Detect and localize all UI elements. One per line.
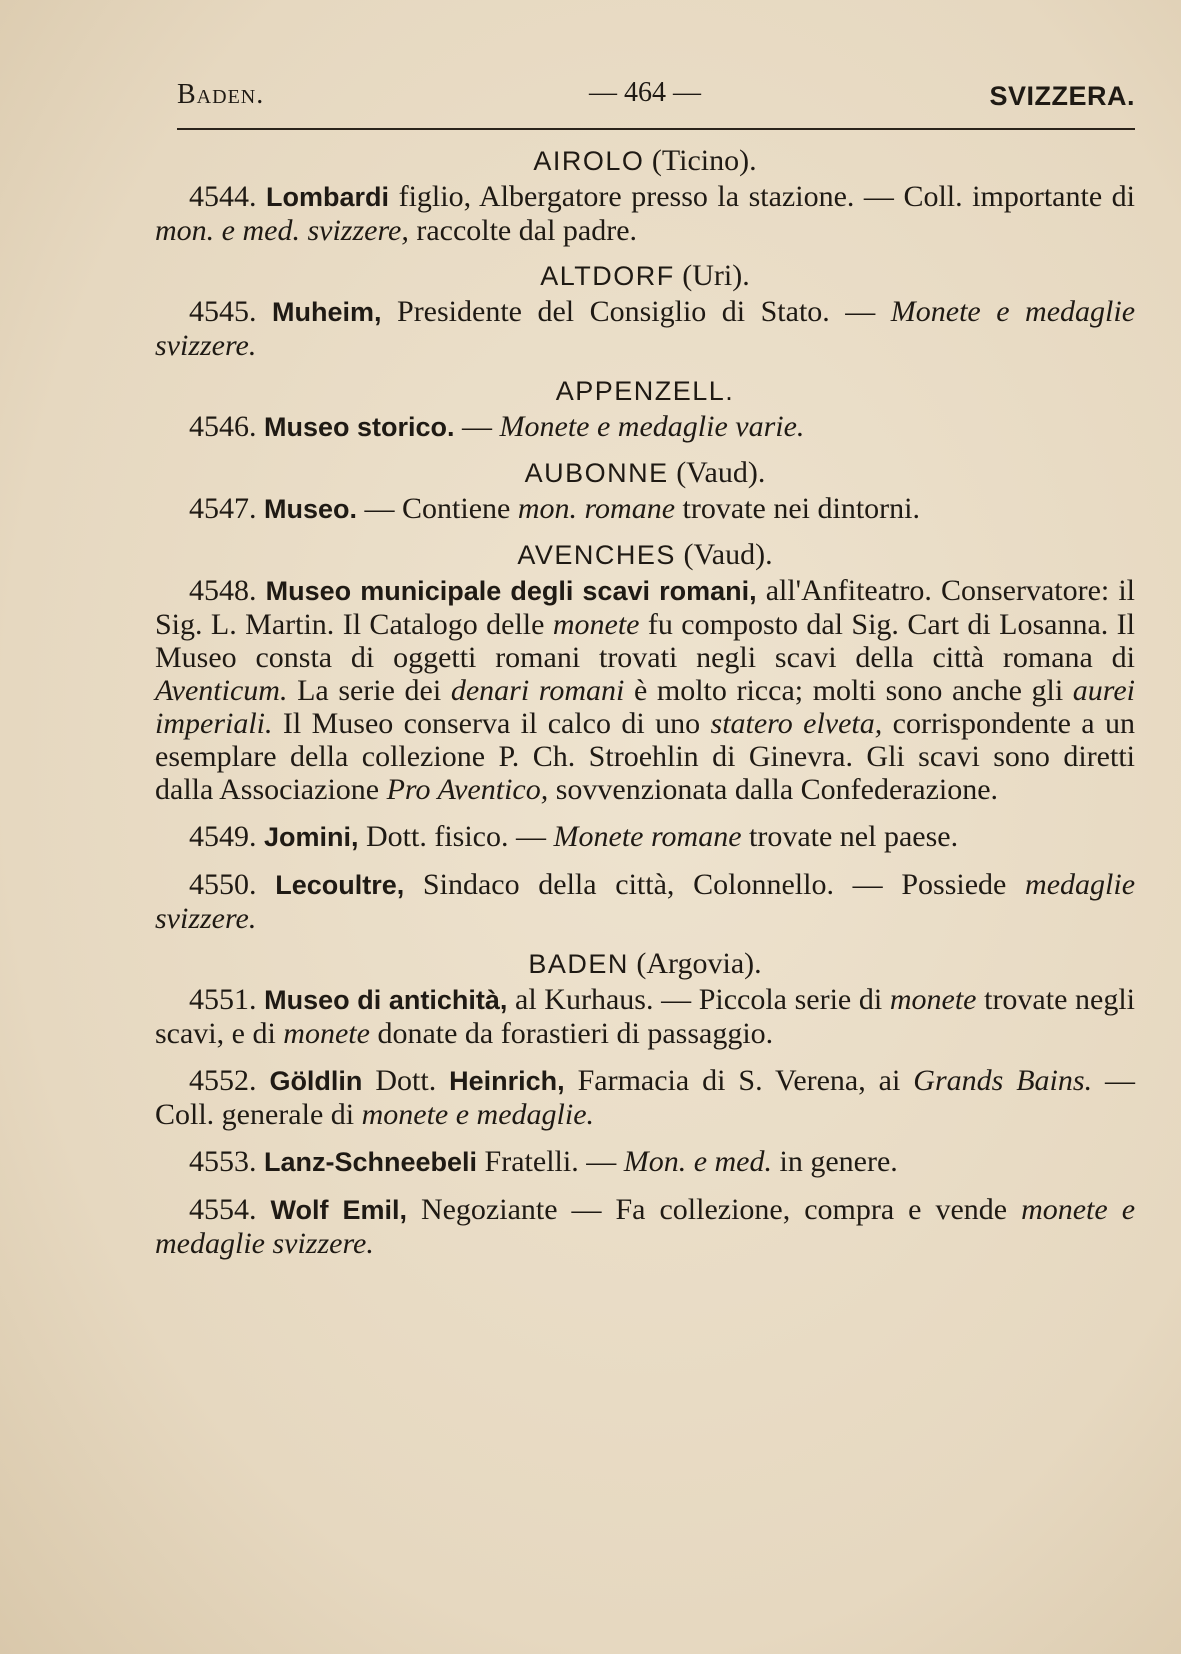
header-right: SVIZZERA.: [989, 81, 1135, 111]
place-heading: AVENCHES (Vaud).: [517, 538, 773, 571]
entry-4548: 4548. Museo municipale degli scavi romani, all'Anfiteatro. Conservatore: il Sig. L. Martin. Il Catalogo delle monete fu composto dal Sig. Cart di Losanna. Il Museo consta di oggetti romani trovati negli scavi della città romana di Aventicum. La serie dei denari romani è molto ricca; molti sono anche gli aurei imperiali. Il Museo conserva il calco di uno statero elveta, corrispondente a un esemplare della collezione P. Ch. Stroehlin di Ginevra. Gli scavi sono diretti dalla Associazione Pro Aventico, sovvenzionata dalla Confederazione.: [155, 574, 1136, 806]
entry-4552: 4552. Göldlin Dott. Heinrich, Farmacia di S. Verena, ai Grands Bains. — Coll. generale di monete e medaglie.: [155, 1064, 1136, 1131]
entry-4545: 4545. Muheim, Presidente del Consiglio di Stato. — Monete e medaglie svizzere.: [155, 295, 1136, 362]
entry-4547: 4547. Museo. — Contiene mon. romane trovate nei dintorni.: [189, 492, 920, 525]
entry-4551: 4551. Museo di antichità, al Kurhaus. — Piccola serie di monete trovate negli scavi, e di monete donate da forastieri di passaggio.: [155, 983, 1136, 1050]
entry-4546: 4546. Museo storico. — Monete e medaglie varie.: [189, 410, 805, 443]
entry-4544: 4544. Lombardi figlio, Albergatore presso la stazione. — Coll. importante di mon. e med. svizzere, raccolte dal padre.: [155, 180, 1136, 247]
header-left: Baden.: [177, 79, 265, 110]
entry-4553: 4553. Lanz-Schneebeli Fratelli. — Mon. e med. in genere.: [189, 1145, 898, 1178]
place-heading: BADEN (Argovia).: [528, 947, 762, 980]
place-heading: APPENZELL.: [555, 376, 735, 406]
header-rule: [177, 128, 1135, 130]
entry-4550: 4550. Lecoultre, Sindaco della città, Colonnello. — Possiede medaglie svizzere.: [155, 868, 1136, 935]
entry-4549: 4549. Jomini, Dott. fisico. — Monete romane trovate nel paese.: [189, 820, 959, 853]
place-heading: AIROLO (Ticino).: [533, 144, 757, 177]
place-heading: AUBONNE (Vaud).: [524, 456, 766, 489]
page-number: — 464 —: [589, 77, 701, 108]
entry-4554: 4554. Wolf Emil, Negoziante — Fa collezione, compra e vende monete e medaglie svizzere.: [155, 1193, 1136, 1260]
running-head: [155, 70, 1135, 114]
place-heading: ALTDORF (Uri).: [540, 259, 750, 292]
page-content: [155, 70, 1135, 1266]
